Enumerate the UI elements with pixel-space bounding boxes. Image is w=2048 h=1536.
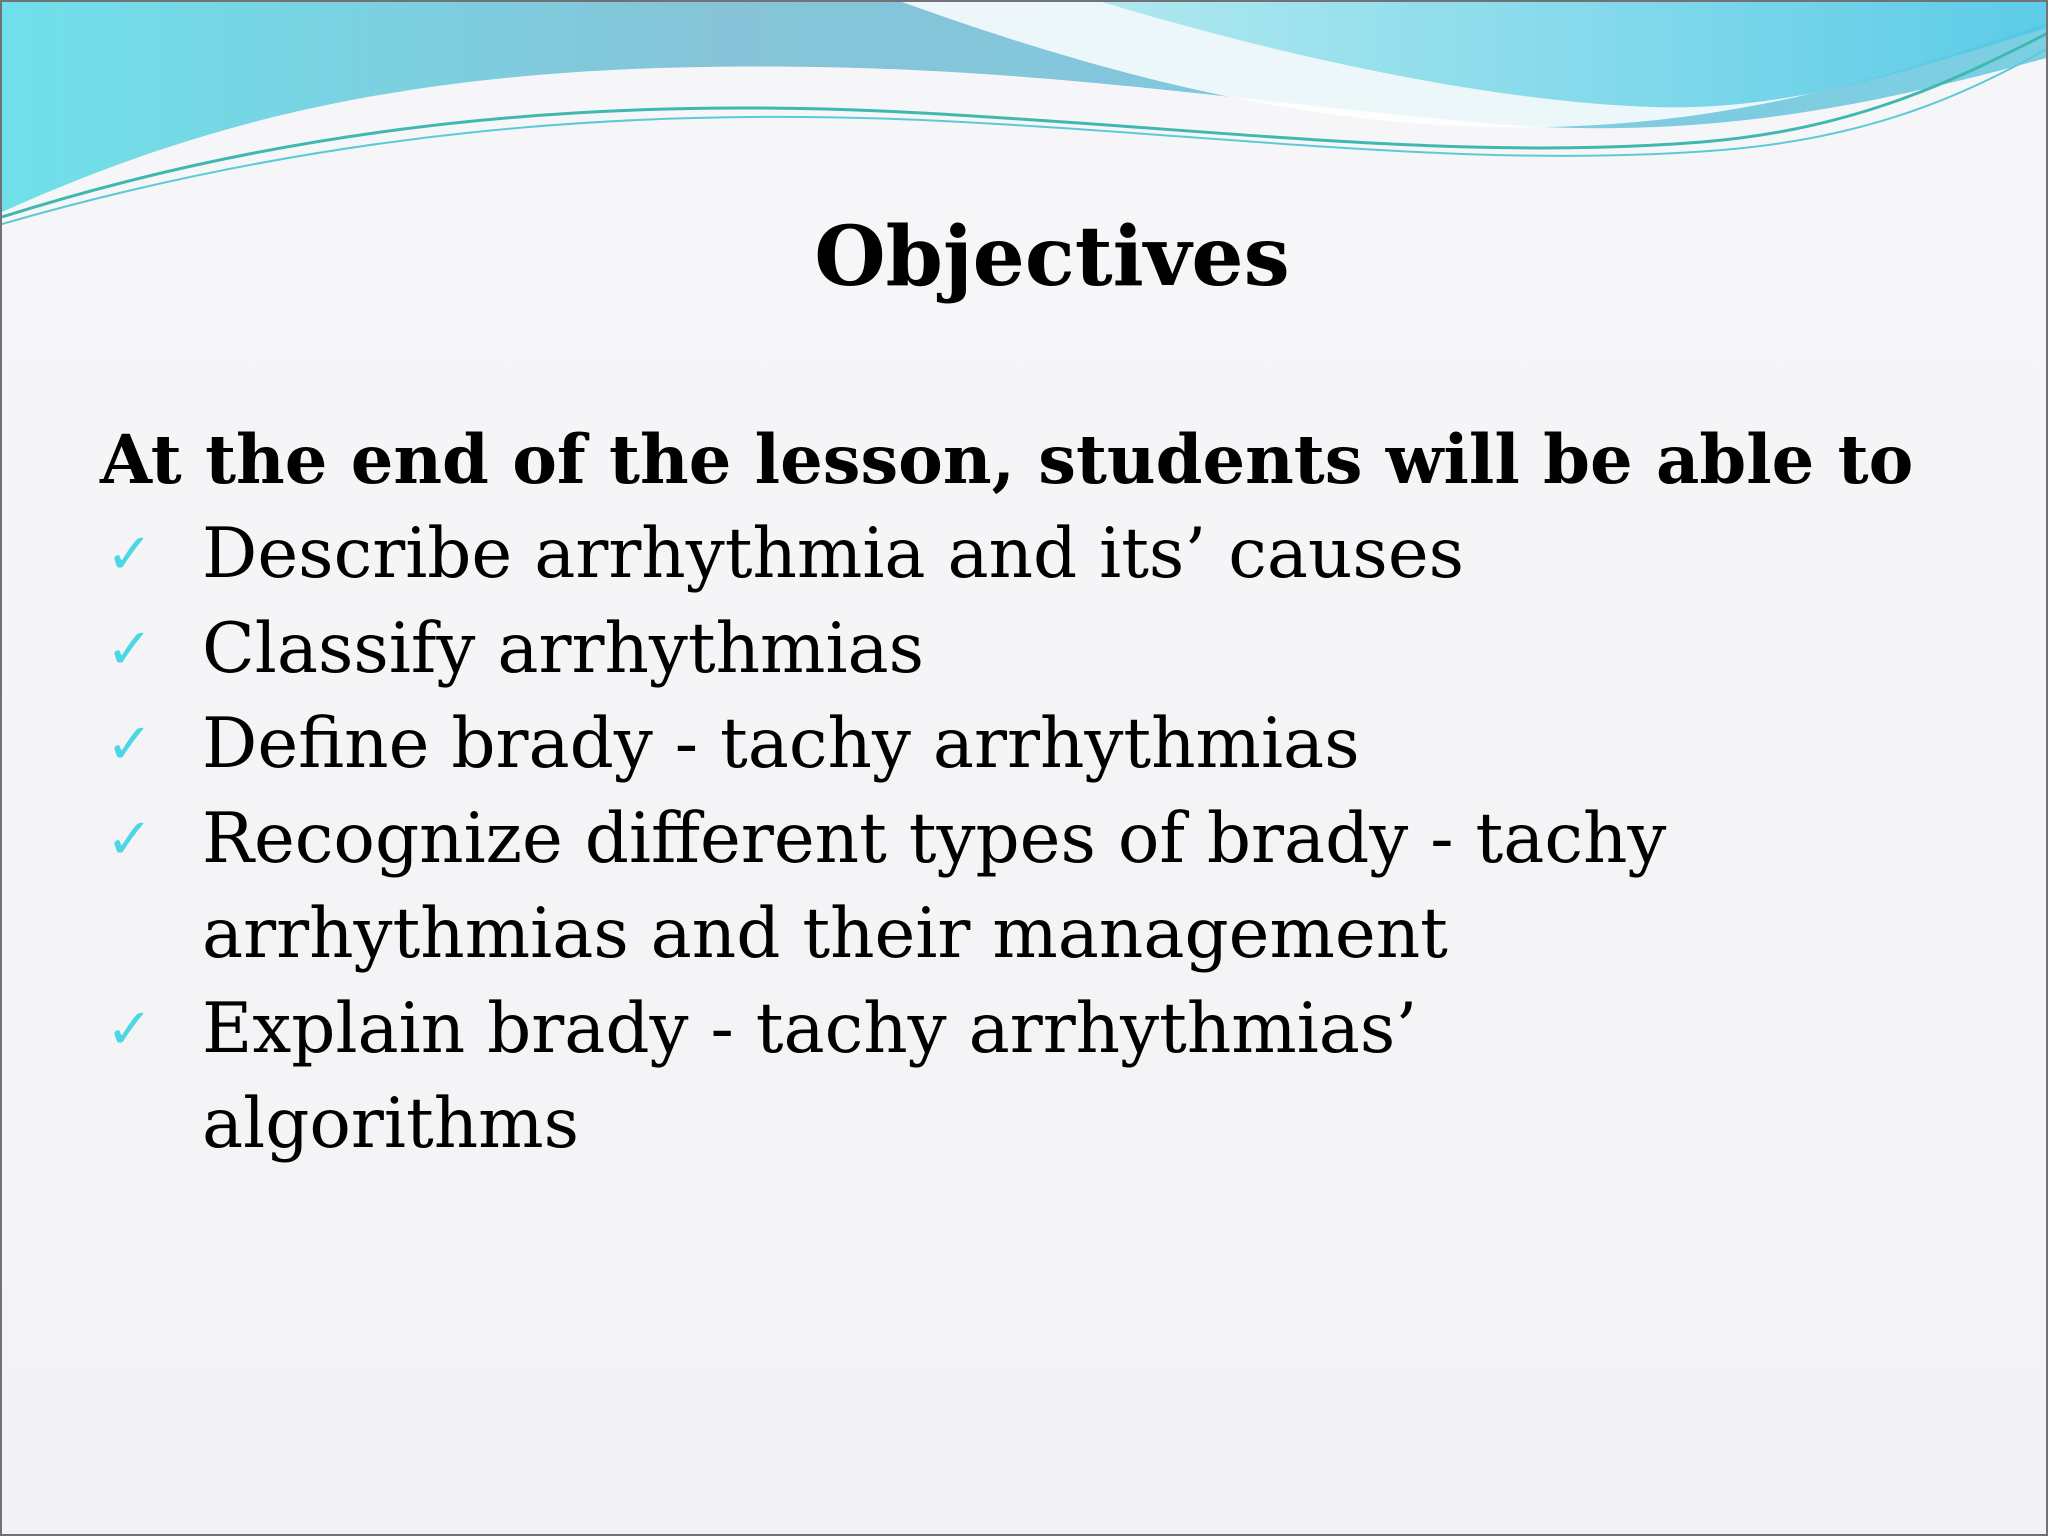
slide-title-text: Objectives [814,209,1290,305]
decorative-wave-header [2,2,2048,242]
objective-text: Recognize different types of brady - tachy arrhythmias and their management [202,799,1667,974]
check-icon: ✓ [106,997,153,1062]
check-icon: ✓ [106,522,153,587]
intro-text: At the end of the lesson, students will be able to [100,420,1914,499]
objective-text: Explain brady - tachy arrhythmias’ algorithms [202,989,1418,1164]
list-item [100,507,1802,602]
slide-title [2,207,2048,307]
list-item [100,697,1802,792]
list-item [100,982,1802,1172]
objective-text: Define brady - tachy arrhythmias [202,704,1360,784]
check-icon: ✓ [106,617,153,682]
objectives-list [100,507,1802,1172]
check-icon: ✓ [106,712,153,777]
check-icon: ✓ [106,807,153,872]
list-item [100,792,1802,982]
objective-text: Classify arrhythmias [202,609,925,689]
objective-text: Describe arrhythmia and its’ causes [202,514,1465,594]
list-item [100,602,1802,697]
